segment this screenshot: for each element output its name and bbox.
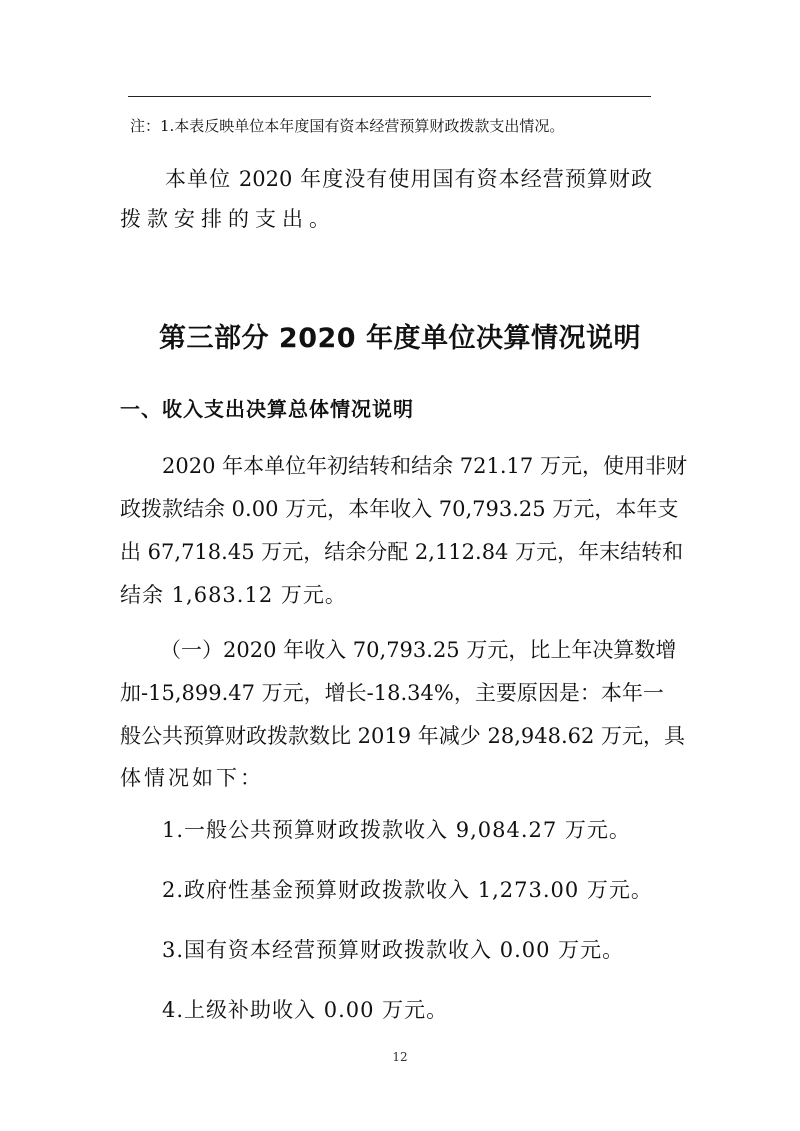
paragraph-line: 本单位 2020 年度没有使用国有资本经营预算财政	[165, 167, 652, 191]
section-heading: 一、收入支出决算总体情况说明	[120, 397, 414, 421]
paragraph-line: 政拨款结余 0.00 万元，本年收入 70,793.25 万元，本年支	[120, 497, 679, 521]
list-item: 2.政府性基金预算财政拨款收入 1,273.00 万元。	[162, 878, 653, 902]
paragraph-line: 拨款安排的支出。	[120, 207, 336, 231]
list-item: 1.一般公共预算财政拨款收入 9,084.27 万元。	[162, 818, 631, 842]
part-heading: 第三部分 2020 年度单位决算情况说明	[159, 323, 641, 354]
paragraph-line: 结余 1,683.12 万元。	[120, 583, 347, 607]
paragraph-line: 体情况如下：	[120, 766, 264, 790]
paragraph-line: 般公共预算财政拨款数比 2019 年减少 28,948.62 万元，具	[120, 724, 686, 748]
table-bottom-rule	[128, 96, 651, 97]
paragraph-line: 加-15,899.47 万元，增长-18.34%，主要原因是：本年一	[120, 681, 664, 705]
paragraph-line: （一）2020 年收入 70,793.25 万元，比上年决算数增	[160, 638, 677, 662]
list-item: 4.上级补助收入 0.00 万元。	[162, 998, 449, 1022]
paragraph-line: 出 67,718.45 万元，结余分配 2,112.84 万元，年末结转和	[120, 540, 684, 564]
list-item: 3.国有资本经营预算财政拨款收入 0.00 万元。	[162, 938, 625, 962]
table-note: 注：1.本表反映单位本年度国有资本经营预算财政拨款支出情况。	[130, 117, 565, 135]
paragraph-line: 2020 年本单位年初结转和结余 721.17 万元，使用非财	[162, 454, 687, 478]
page-number: 12	[392, 1050, 408, 1064]
